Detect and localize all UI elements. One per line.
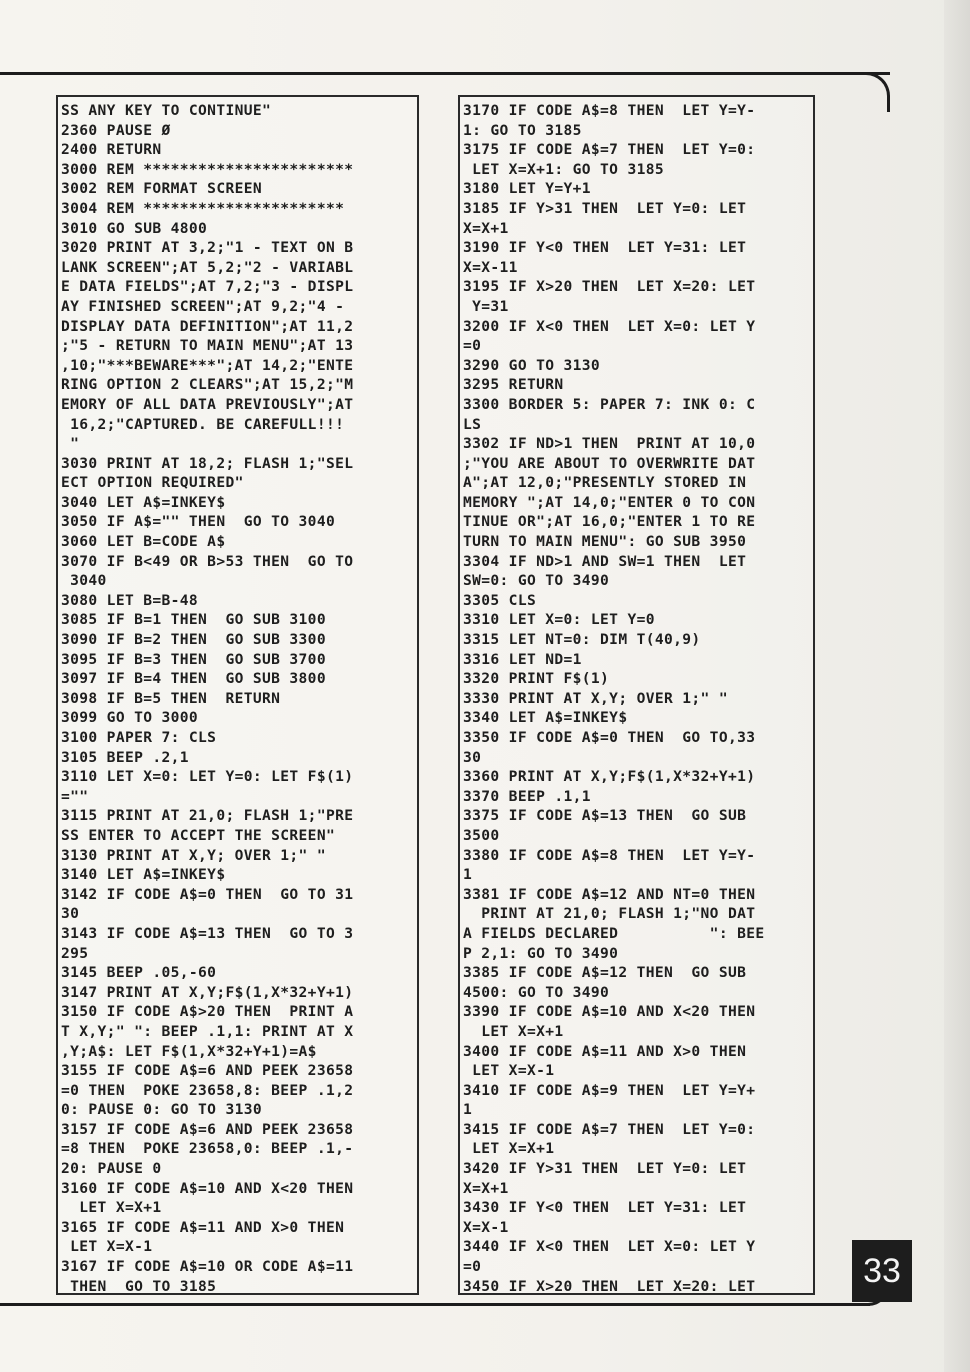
code-line: 3160 IF CODE A$=10 AND X<20 THEN [61, 1179, 354, 1197]
frame-top-rule [0, 72, 890, 75]
listing-column-right [458, 95, 815, 1295]
code-line: ;"5 - RETURN TO MAIN MENU";AT 13 [61, 337, 354, 355]
code-line: 3200 IF X<0 THEN LET X=0: LET Y [463, 317, 756, 335]
code-line: 3140 LET A$=INKEY$ [61, 866, 226, 884]
code-line: 3099 GO TO 3000 [61, 709, 199, 727]
code-line: 2360 PAUSE Ø [61, 121, 171, 139]
code-line: 3100 PAPER 7: CLS [61, 729, 217, 746]
code-line: EMORY OF ALL DATA PREVIOUSLY";AT [61, 395, 354, 413]
frame-top-corner [866, 72, 890, 112]
code-line: 3440 IF X<0 THEN LET X=0: LET Y [463, 1238, 756, 1256]
code-line: 3143 IF CODE A$=13 THEN GO TO 3 [61, 924, 354, 942]
code-line: =0 [463, 1258, 482, 1276]
code-line: 3080 LET B=B-48 [61, 591, 199, 609]
code-line: 3195 IF X>20 THEN LET X=20: LET [463, 278, 756, 296]
code-line: 3002 REM FORMAT SCREEN [61, 180, 262, 198]
code-line: A FIELDS DECLARED ": BEE [463, 924, 765, 942]
code-line: 3004 REM ********************** [61, 199, 345, 217]
code-line: 3380 IF CODE A$=8 THEN LET Y=Y- [463, 846, 756, 864]
code-line: 3097 IF B=4 THEN GO SUB 3800 [61, 670, 326, 688]
code-line: TURN TO MAIN MENU": GO SUB 3950 [463, 533, 747, 551]
code-line: 3370 BEEP .1,1 [463, 787, 591, 805]
code-line: ,10;"***BEWARE***";AT 14,2;"ENTE [61, 356, 354, 374]
code-line: 3000 REM *********************** [61, 160, 354, 178]
code-line: LET X=X+1: GO TO 3185 [463, 160, 664, 178]
code-line: 3381 IF CODE A$=12 AND NT=0 THEN [463, 885, 756, 903]
code-line: 3305 CLS [463, 591, 537, 609]
code-line: 1 [463, 1101, 473, 1119]
code-line: =0 THEN POKE 23658,8: BEEP .1,2 [61, 1081, 354, 1099]
code-line: 3095 IF B=3 THEN GO SUB 3700 [61, 650, 326, 668]
code-line: 30 [61, 905, 80, 923]
page-gutter [944, 0, 970, 1372]
code-line: LANK SCREEN";AT 5,2;"2 - VARIABL [61, 258, 354, 276]
code-line: SS ANY KEY TO CONTINUE" [61, 102, 272, 119]
code-line: 3390 IF CODE A$=10 AND X<20 THEN [463, 1003, 756, 1021]
code-line: 3040 [61, 572, 107, 590]
code-line: 3130 PRINT AT X,Y; OVER 1;" " [61, 846, 326, 864]
code-line: 3320 PRINT F$(1) [463, 670, 610, 688]
code-line: 3170 IF CODE A$=8 THEN LET Y=Y- [463, 102, 756, 119]
code-line: P 2,1: GO TO 3490 [463, 944, 619, 962]
code-line: 3330 PRINT AT X,Y; OVER 1;" " [463, 689, 728, 707]
code-line: 3167 IF CODE A$=10 OR CODE A$=11 [61, 1258, 354, 1276]
code-line: 3150 IF CODE A$>20 THEN PRINT A [61, 1003, 354, 1021]
code-line: 1: GO TO 3185 [463, 121, 582, 139]
code-line: ,Y;A$: LET F$(1,X*32+Y+1)=A$ [61, 1042, 317, 1060]
code-line: ECT OPTION REQUIRED" [61, 474, 244, 492]
code-line: Y=31 [463, 297, 509, 315]
code-line: THEN GO TO 3185 [61, 1277, 217, 1295]
code-line: 3020 PRINT AT 3,2;"1 - TEXT ON B [61, 239, 354, 257]
code-line: 3295 RETURN [463, 376, 564, 394]
code-line: X=X+1 [463, 1179, 509, 1197]
code-line: 3145 BEEP .05,-60 [61, 964, 217, 982]
code-line: =8 THEN POKE 23658,0: BEEP .1,- [61, 1140, 354, 1158]
code-line: 3500 [463, 826, 500, 844]
code-line: 20: PAUSE 0 [61, 1160, 162, 1178]
code-line: 3040 LET A$=INKEY$ [61, 493, 226, 511]
code-line: 3316 LET ND=1 [463, 650, 582, 668]
code-line: 16,2;"CAPTURED. BE CAREFULL!!! [61, 415, 345, 433]
code-line: " [61, 435, 80, 453]
code-line: 3415 IF CODE A$=7 THEN LET Y=0: [463, 1120, 756, 1138]
code-line: X=X+1 [463, 219, 509, 237]
code-line: 3304 IF ND>1 AND SW=1 THEN LET [463, 552, 747, 570]
code-line: LET X=X+1 [61, 1199, 162, 1217]
code-line: X=X-11 [463, 258, 518, 276]
code-line: 3105 BEEP .2,1 [61, 748, 189, 766]
code-line: 2400 RETURN [61, 141, 162, 159]
code-line: 3070 IF B<49 OR B>53 THEN GO TO [61, 552, 354, 570]
code-line: 3060 LET B=CODE A$ [61, 533, 226, 551]
code-line: 3085 IF B=1 THEN GO SUB 3100 [61, 611, 326, 629]
code-line: X=X-1 [463, 1218, 509, 1236]
code-line: 3185 IF Y>31 THEN LET Y=0: LET [463, 199, 747, 217]
code-line: LET X=X+1 [463, 1140, 555, 1158]
code-line: 3350 IF CODE A$=0 THEN GO TO,33 [463, 729, 756, 746]
code-line: AY FINISHED SCREEN";AT 9,2;"4 - [61, 297, 345, 315]
code-line: 3098 IF B=5 THEN RETURN [61, 689, 281, 707]
code-line: 3090 IF B=2 THEN GO SUB 3300 [61, 631, 326, 649]
code-line: 3030 PRINT AT 18,2; FLASH 1;"SEL [61, 454, 354, 472]
code-line: 3155 IF CODE A$=6 AND PEEK 23658 [61, 1062, 354, 1080]
code-line: PRINT AT 21,0; FLASH 1;"NO DAT [463, 905, 756, 923]
code-line: 3315 LET NT=0: DIM T(40,9) [463, 631, 701, 649]
code-line: SW=0: GO TO 3490 [463, 572, 610, 590]
code-line: 295 [61, 944, 89, 962]
code-line: LET X=X+1 [463, 1022, 564, 1040]
code-line: TINUE OR";AT 16,0;"ENTER 1 TO RE [463, 513, 756, 531]
code-line: LS [463, 415, 482, 433]
code-line: A";AT 12,0;"PRESENTLY STORED IN [463, 474, 747, 492]
code-line: 30 [463, 748, 482, 766]
code-line: 3385 IF CODE A$=12 THEN GO SUB [463, 964, 747, 982]
code-line: 3115 PRINT AT 21,0; FLASH 1;"PRE [61, 807, 354, 825]
code-line: 3147 PRINT AT X,Y;F$(1,X*32+Y+1) [61, 983, 354, 1001]
code-line: ="" [61, 787, 89, 805]
code-line: 4500: GO TO 3490 [463, 983, 610, 1001]
code-line: 3110 LET X=0: LET Y=0: LET F$(1) [61, 768, 354, 786]
code-line: 3290 GO TO 3130 [463, 356, 601, 374]
listing-column-left [56, 95, 419, 1295]
code-line: DISPLAY DATA DEFINITION";AT 11,2 [61, 317, 354, 335]
code-line: 3375 IF CODE A$=13 THEN GO SUB [463, 807, 747, 825]
code-line: 3175 IF CODE A$=7 THEN LET Y=0: [463, 141, 756, 159]
code-line: 3180 LET Y=Y+1 [463, 180, 591, 198]
code-line: 3430 IF Y<0 THEN LET Y=31: LET [463, 1199, 747, 1217]
code-line: 3310 LET X=0: LET Y=0 [463, 611, 655, 629]
code-line: 3450 IF X>20 THEN LET X=20: LET [463, 1277, 756, 1295]
code-line: 3157 IF CODE A$=6 AND PEEK 23658 [61, 1120, 354, 1138]
code-line: LET X=X-1 [61, 1238, 153, 1256]
code-line: E DATA FIELDS";AT 7,2;"3 - DISPL [61, 278, 354, 296]
code-line: 3165 IF CODE A$=11 AND X>0 THEN [61, 1218, 345, 1236]
code-line: 3410 IF CODE A$=9 THEN LET Y=Y+ [463, 1081, 756, 1099]
code-line: RING OPTION 2 CLEARS";AT 15,2;"M [61, 376, 354, 394]
code-line: ;"YOU ARE ABOUT TO OVERWRITE DAT [463, 454, 756, 472]
code-line: 1 [463, 866, 473, 884]
code-line: MEMORY ";AT 14,0;"ENTER 0 TO CON [463, 493, 756, 511]
code-line: 3300 BORDER 5: PAPER 7: INK 0: C [463, 395, 756, 413]
code-line: T X,Y;" ": BEEP .1,1: PRINT AT X [61, 1022, 354, 1040]
code-line: =0 [463, 337, 482, 355]
code-line: 3400 IF CODE A$=11 AND X>0 THEN [463, 1042, 747, 1060]
code-line: 0: PAUSE 0: GO TO 3130 [61, 1101, 262, 1119]
code-line: 3142 IF CODE A$=0 THEN GO TO 31 [61, 885, 354, 903]
frame-bottom-rule [0, 1303, 870, 1306]
code-line: 3340 LET A$=INKEY$ [463, 709, 628, 727]
page-number: 33 [852, 1240, 912, 1302]
code-line: 3050 IF A$="" THEN GO TO 3040 [61, 513, 336, 531]
code-line: 3190 IF Y<0 THEN LET Y=31: LET [463, 239, 747, 257]
code-line: 3010 GO SUB 4800 [61, 219, 208, 237]
code-line: 3420 IF Y>31 THEN LET Y=0: LET [463, 1160, 747, 1178]
code-line: 3360 PRINT AT X,Y;F$(1,X*32+Y+1) [463, 768, 756, 786]
code-line: SS ENTER TO ACCEPT THE SCREEN" [61, 826, 336, 844]
code-line: 3302 IF ND>1 THEN PRINT AT 10,0 [463, 435, 756, 453]
code-line: LET X=X-1 [463, 1062, 555, 1080]
